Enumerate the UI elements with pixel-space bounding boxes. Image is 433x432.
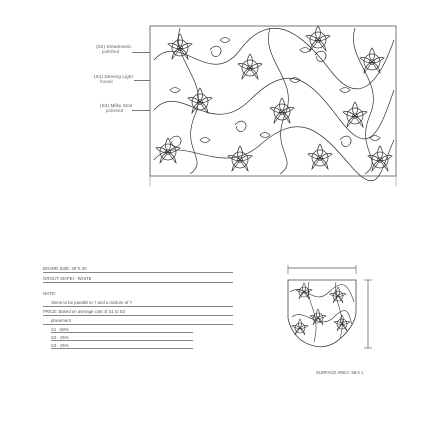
price-text: PRICE: Based on average cost of S1 to S3 [43, 309, 125, 314]
callout-s2 [96, 44, 132, 54]
surface-area-text: SURFACE AREA: 58.5 1 [316, 370, 364, 375]
grout-text: GROUT: MAPEI - WHITE [43, 276, 92, 281]
s1-row [43, 325, 233, 333]
callout-s1-label: (S1) Dersing Light [94, 74, 133, 79]
grout-row [43, 274, 233, 283]
callout-s3 [100, 103, 132, 113]
s3-underline [51, 348, 193, 349]
sample-tile-panel [274, 262, 384, 370]
s1-text: S1 - 50% [51, 327, 69, 332]
board-size-text: BOARD SIZE: 26"X 20 [43, 266, 87, 271]
board-size-row [43, 264, 233, 273]
callout-s1-finish: honed [100, 79, 113, 85]
note-label-row [43, 289, 233, 297]
placement-row [43, 316, 233, 325]
s2-row [43, 333, 233, 341]
stone-text: Stone to be parallel to ? and a mixture of ? [51, 300, 132, 305]
price-row [43, 307, 233, 316]
placement-text: placement [51, 318, 71, 323]
s2-text: S2 - 25% [51, 335, 69, 340]
callout-s3-finish: polished [106, 108, 124, 114]
note-label: NOTE: [43, 291, 57, 296]
stone-row [43, 298, 233, 307]
callout-s1 [94, 74, 133, 84]
s3-row [43, 341, 233, 349]
notes-block [43, 264, 233, 349]
s3-text: S3 - 25% [51, 343, 69, 348]
callout-s3-label: (S3) Milky Sms [100, 103, 133, 108]
callout-s2-finish: polished [102, 49, 120, 55]
mosaic-pattern-panel [140, 20, 402, 188]
callout-s2-label: (S2) Sreamsonic [96, 44, 132, 49]
